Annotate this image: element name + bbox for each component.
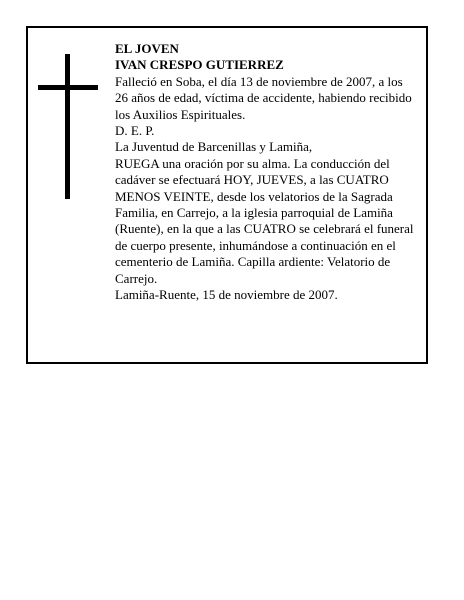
cross-icon (38, 54, 98, 199)
deceased-name: IVAN CRESPO GUTIERREZ (115, 57, 284, 73)
rip-line: D. E. P. (115, 123, 155, 139)
request-paragraph: RUEGA una oración por su alma. La conducción del cadáver se efectuará HOY, JUEVES, a las CUATRO MENOS VEINTE, desde los velatorios de la Sagrada Familia, en Carrejo, a la iglesia parroquial de Lamiña (Ruente), en la que a las CUATRO se celebrará el funeral de cuerpo presente, inhumándose a continuación en el cementerio de Lamiña. Capilla ardiente: Velatorio de Carrejo. (115, 155, 414, 286)
notice-heading: EL JOVEN (115, 41, 179, 56)
place-date-line: Lamiña-Ruente, 15 de noviembre de 2007. (115, 287, 338, 303)
death-paragraph: Falleció en Soba, el día 13 de noviembre de 2007, a los 26 años de edad, víctima de accidente, habiendo recibido los Auxilios Espirituales. (115, 73, 412, 122)
notice-text (115, 41, 415, 304)
obituary-notice (26, 26, 428, 364)
family-line: La Juventud de Barcenillas y Lamiña, (115, 139, 313, 155)
cross-vertical-bar (65, 54, 70, 199)
cross-horizontal-bar (38, 85, 98, 90)
